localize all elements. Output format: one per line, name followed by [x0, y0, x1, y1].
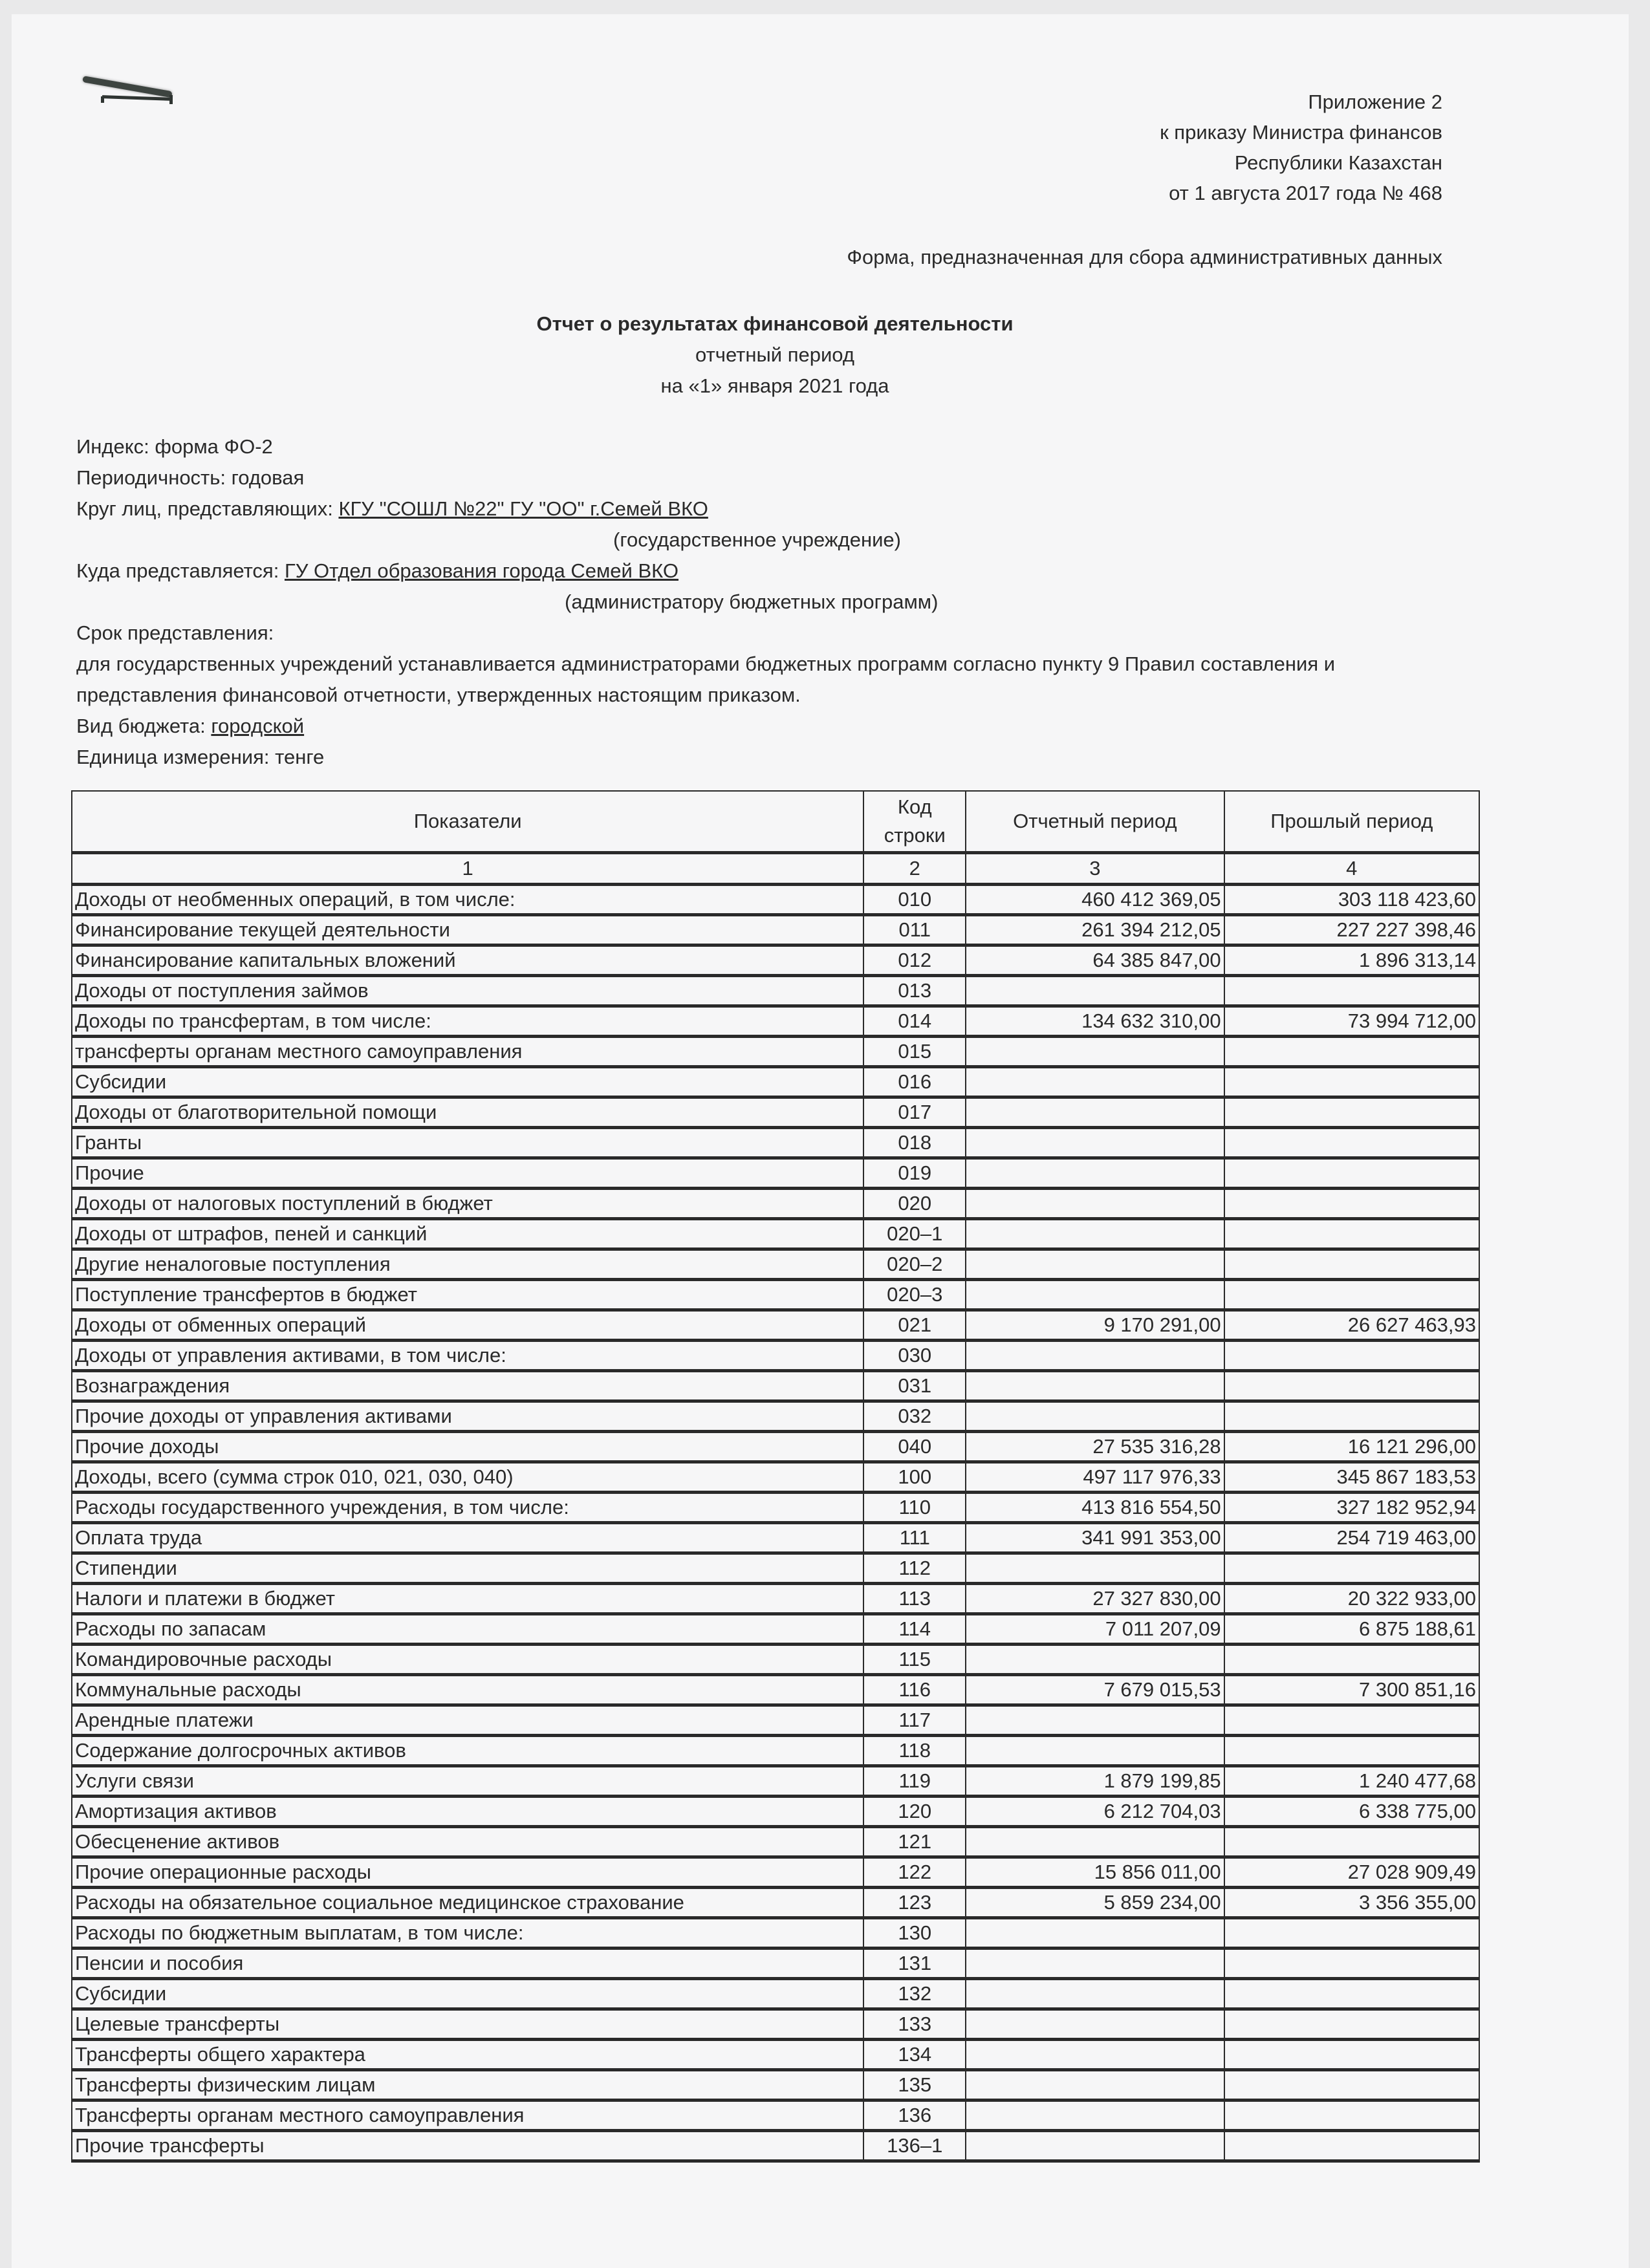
- table-row: [72, 1067, 1479, 1097]
- row-line-code: 010: [863, 885, 966, 915]
- table-row: [72, 1888, 1479, 1918]
- table-row: [72, 885, 1479, 915]
- row-current-value: 134 632 310,00: [966, 1006, 1224, 1037]
- row-indicator-name: Доходы от налоговых поступлений в бюджет: [72, 1189, 863, 1219]
- row-indicator-name: Расходы на обязательное социальное медицинское страхование: [72, 1888, 863, 1918]
- table-row: [72, 1705, 1479, 1736]
- row-current-value: [966, 1645, 1224, 1675]
- row-line-code: 011: [863, 915, 966, 945]
- row-previous-value: [1224, 1553, 1479, 1584]
- row-line-code: 019: [863, 1158, 966, 1189]
- form-purpose: Форма, предназначенная для сбора административных данных: [847, 246, 1442, 268]
- table-row: [72, 1249, 1479, 1280]
- header-indicators: Показатели: [72, 791, 863, 853]
- table-body: [72, 885, 1479, 2161]
- row-previous-value: [1224, 1158, 1479, 1189]
- row-previous-value: [1224, 2131, 1479, 2161]
- row-current-value: 261 394 212,05: [966, 915, 1224, 945]
- row-indicator-name: Прочие доходы: [72, 1432, 863, 1462]
- row-current-value: [966, 1280, 1224, 1310]
- row-indicator-name: Вознаграждения: [72, 1371, 863, 1401]
- row-previous-value: 227 227 398,46: [1224, 915, 1479, 945]
- recipient-value: ГУ Отдел образования города Семей ВКО: [284, 559, 678, 582]
- row-line-code: 018: [863, 1128, 966, 1158]
- header-previous-period: Прошлый период: [1224, 791, 1479, 853]
- row-indicator-name: трансферты органам местного самоуправления: [72, 1037, 863, 1067]
- row-line-code: 135: [863, 2070, 966, 2101]
- row-line-code: 021: [863, 1310, 966, 1341]
- row-previous-value: 6 338 775,00: [1224, 1797, 1479, 1827]
- row-current-value: [966, 1037, 1224, 1067]
- row-line-code: 040: [863, 1432, 966, 1462]
- deadline-label: Срок представления:: [76, 621, 274, 644]
- row-line-code: 111: [863, 1523, 966, 1553]
- row-previous-value: 1 896 313,14: [1224, 945, 1479, 976]
- submitters-value: КГУ "СОШЛ №22" ГУ "ОО" г.Семей ВКО: [338, 497, 708, 520]
- row-indicator-name: Доходы от управления активами, в том числе:: [72, 1341, 863, 1371]
- table-row: [72, 1614, 1479, 1645]
- row-indicator-name: Субсидии: [72, 1067, 863, 1097]
- row-indicator-name: Оплата труда: [72, 1523, 863, 1553]
- table-row: [72, 1462, 1479, 1493]
- row-previous-value: [1224, 2009, 1479, 2040]
- table-row: [72, 1736, 1479, 1766]
- appendix-line-1: Приложение 2: [1308, 91, 1442, 113]
- table-row: [72, 1797, 1479, 1827]
- column-number: 2: [863, 853, 966, 885]
- report-period-label: отчетный период: [695, 343, 854, 366]
- form-metadata: [76, 431, 1519, 773]
- row-line-code: 136–1: [863, 2131, 966, 2161]
- table-row: [72, 1553, 1479, 1584]
- row-previous-value: [1224, 1037, 1479, 1067]
- row-previous-value: [1224, 2101, 1479, 2131]
- table-row: [72, 2070, 1479, 2101]
- row-indicator-name: Налоги и платежи в бюджет: [72, 1584, 863, 1614]
- row-indicator-name: Поступление трансфертов в бюджет: [72, 1280, 863, 1310]
- row-line-code: 017: [863, 1097, 966, 1128]
- row-previous-value: 303 118 423,60: [1224, 885, 1479, 915]
- row-line-code: 113: [863, 1584, 966, 1614]
- unit-line: Единица измерения: тенге: [76, 746, 325, 768]
- row-line-code: 131: [863, 1949, 966, 1979]
- row-current-value: [966, 1401, 1224, 1432]
- row-indicator-name: Стипендии: [72, 1553, 863, 1584]
- table-row: [72, 1918, 1479, 1949]
- row-indicator-name: Финансирование текущей деятельности: [72, 915, 863, 945]
- row-current-value: 1 879 199,85: [966, 1766, 1224, 1797]
- table-row: [72, 1645, 1479, 1675]
- table-row: [72, 1158, 1479, 1189]
- row-previous-value: [1224, 1067, 1479, 1097]
- row-line-code: 112: [863, 1553, 966, 1584]
- table-row: [72, 976, 1479, 1006]
- table-row: [72, 1766, 1479, 1797]
- row-indicator-name: Трансферты физическим лицам: [72, 2070, 863, 2101]
- row-current-value: [966, 1219, 1224, 1249]
- row-current-value: [966, 1189, 1224, 1219]
- row-current-value: 64 385 847,00: [966, 945, 1224, 976]
- row-current-value: [966, 1705, 1224, 1736]
- table-row: [72, 2040, 1479, 2070]
- row-line-code: 133: [863, 2009, 966, 2040]
- row-previous-value: 27 028 909,49: [1224, 1857, 1479, 1888]
- index-line: Индекс: форма ФО-2: [76, 435, 273, 458]
- table-row: [72, 1979, 1479, 2009]
- row-current-value: 460 412 369,05: [966, 885, 1224, 915]
- row-line-code: 132: [863, 1979, 966, 2009]
- row-line-code: 118: [863, 1736, 966, 1766]
- row-previous-value: 26 627 463,93: [1224, 1310, 1479, 1341]
- row-line-code: 123: [863, 1888, 966, 1918]
- row-line-code: 020–1: [863, 1219, 966, 1249]
- row-indicator-name: Расходы по бюджетным выплатам, в том числе:: [72, 1918, 863, 1949]
- row-indicator-name: Трансферты общего характера: [72, 2040, 863, 2070]
- row-current-value: [966, 976, 1224, 1006]
- submitters-label: Круг лиц, представляющих:: [76, 497, 339, 520]
- row-line-code: 012: [863, 945, 966, 976]
- row-indicator-name: Доходы от штрафов, пеней и санкций: [72, 1219, 863, 1249]
- row-indicator-name: Командировочные расходы: [72, 1645, 863, 1675]
- row-previous-value: 1 240 477,68: [1224, 1766, 1479, 1797]
- table-row: [72, 1310, 1479, 1341]
- row-indicator-name: Доходы от необменных операций, в том числе:: [72, 885, 863, 915]
- row-previous-value: [1224, 1128, 1479, 1158]
- table-row: [72, 1493, 1479, 1523]
- row-previous-value: [1224, 1097, 1479, 1128]
- table-row: [72, 1341, 1479, 1371]
- row-previous-value: [1224, 1827, 1479, 1857]
- table-row: [72, 1037, 1479, 1067]
- table-row: [72, 1189, 1479, 1219]
- row-current-value: 7 679 015,53: [966, 1675, 1224, 1705]
- financial-results-table: [71, 790, 1480, 2163]
- row-previous-value: 327 182 952,94: [1224, 1493, 1479, 1523]
- row-indicator-name: Пенсии и пособия: [72, 1949, 863, 1979]
- row-line-code: 030: [863, 1341, 966, 1371]
- row-previous-value: [1224, 1645, 1479, 1675]
- row-line-code: 120: [863, 1797, 966, 1827]
- row-line-code: 013: [863, 976, 966, 1006]
- table-row: [72, 2009, 1479, 2040]
- staple-mark: [83, 76, 180, 108]
- row-line-code: 134: [863, 2040, 966, 2070]
- row-indicator-name: Расходы по запасам: [72, 1614, 863, 1645]
- row-previous-value: [1224, 1189, 1479, 1219]
- header-current-period: Отчетный период: [966, 791, 1224, 853]
- row-current-value: [966, 2040, 1224, 2070]
- row-indicator-name: Услуги связи: [72, 1766, 863, 1797]
- row-current-value: 15 856 011,00: [966, 1857, 1224, 1888]
- row-line-code: 100: [863, 1462, 966, 1493]
- row-line-code: 115: [863, 1645, 966, 1675]
- table-row: [72, 1675, 1479, 1705]
- row-previous-value: [1224, 1371, 1479, 1401]
- row-current-value: [966, 1736, 1224, 1766]
- row-indicator-name: Обесценение активов: [72, 1827, 863, 1857]
- row-current-value: [966, 2131, 1224, 2161]
- row-indicator-name: Доходы от благотворительной помощи: [72, 1097, 863, 1128]
- row-indicator-name: Другие неналоговые поступления: [72, 1249, 863, 1280]
- row-current-value: [966, 1371, 1224, 1401]
- row-current-value: [966, 1827, 1224, 1857]
- row-current-value: [966, 1067, 1224, 1097]
- row-previous-value: [1224, 1918, 1479, 1949]
- row-indicator-name: Трансферты органам местного самоуправления: [72, 2101, 863, 2131]
- table-row: [72, 1949, 1479, 1979]
- submitters-note: (государственное учреждение): [613, 528, 901, 551]
- table-row: [72, 2131, 1479, 2161]
- table-row: [72, 1097, 1479, 1128]
- row-current-value: [966, 1158, 1224, 1189]
- table-row: [72, 1523, 1479, 1553]
- row-current-value: 5 859 234,00: [966, 1888, 1224, 1918]
- row-line-code: 014: [863, 1006, 966, 1037]
- row-line-code: 031: [863, 1371, 966, 1401]
- table-row: [72, 1006, 1479, 1037]
- row-line-code: 114: [863, 1614, 966, 1645]
- column-number: 4: [1224, 853, 1479, 885]
- row-line-code: 020–2: [863, 1249, 966, 1280]
- row-current-value: 27 535 316,28: [966, 1432, 1224, 1462]
- row-current-value: [966, 2009, 1224, 2040]
- row-previous-value: [1224, 2070, 1479, 2101]
- submitters-line: [76, 493, 1519, 524]
- row-previous-value: 254 719 463,00: [1224, 1523, 1479, 1553]
- table-row: [72, 915, 1479, 945]
- row-previous-value: 20 322 933,00: [1224, 1584, 1479, 1614]
- row-previous-value: [1224, 1249, 1479, 1280]
- row-current-value: [966, 1949, 1224, 1979]
- row-indicator-name: Арендные платежи: [72, 1705, 863, 1736]
- row-current-value: [966, 1097, 1224, 1128]
- table-row: [72, 1432, 1479, 1462]
- deadline-text-2: представления финансовой отчетности, утвержденных настоящим приказом.: [76, 684, 801, 706]
- row-line-code: 110: [863, 1493, 966, 1523]
- table-row: [72, 1128, 1479, 1158]
- row-line-code: 121: [863, 1827, 966, 1857]
- row-line-code: 016: [863, 1067, 966, 1097]
- row-previous-value: 3 356 355,00: [1224, 1888, 1479, 1918]
- row-indicator-name: Субсидии: [72, 1979, 863, 2009]
- budget-line: [76, 711, 1519, 742]
- row-current-value: 341 991 353,00: [966, 1523, 1224, 1553]
- row-previous-value: [1224, 1736, 1479, 1766]
- document-page: [12, 14, 1629, 2268]
- deadline-text-1: для государственных учреждений устанавливается администраторами бюджетных программ согласно пункту 9 Правил составления и: [76, 653, 1336, 675]
- row-previous-value: 7 300 851,16: [1224, 1675, 1479, 1705]
- budget-label: Вид бюджета:: [76, 715, 212, 737]
- row-line-code: 117: [863, 1705, 966, 1736]
- row-line-code: 032: [863, 1401, 966, 1432]
- row-indicator-name: Финансирование капитальных вложений: [72, 945, 863, 976]
- row-current-value: 497 117 976,33: [966, 1462, 1224, 1493]
- row-line-code: 119: [863, 1766, 966, 1797]
- table-row: [72, 2101, 1479, 2131]
- table-row: [72, 1219, 1479, 1249]
- row-line-code: 020: [863, 1189, 966, 1219]
- row-current-value: 413 816 554,50: [966, 1493, 1224, 1523]
- row-previous-value: [1224, 1219, 1479, 1249]
- report-title: Отчет о результатах финансовой деятельности: [536, 312, 1014, 335]
- report-date: на «1» января 2021 года: [660, 374, 889, 397]
- row-indicator-name: Гранты: [72, 1128, 863, 1158]
- periodicity-line: Периодичность: годовая: [76, 466, 305, 489]
- row-indicator-name: Расходы государственного учреждения, в том числе:: [72, 1493, 863, 1523]
- row-indicator-name: Доходы от поступления займов: [72, 976, 863, 1006]
- row-previous-value: 73 994 712,00: [1224, 1006, 1479, 1037]
- row-current-value: 27 327 830,00: [966, 1584, 1224, 1614]
- row-previous-value: 16 121 296,00: [1224, 1432, 1479, 1462]
- row-indicator-name: Доходы по трансфертам, в том числе:: [72, 1006, 863, 1037]
- row-current-value: [966, 1918, 1224, 1949]
- row-previous-value: [1224, 1341, 1479, 1371]
- row-line-code: 116: [863, 1675, 966, 1705]
- row-current-value: 9 170 291,00: [966, 1310, 1224, 1341]
- table-row: [72, 1401, 1479, 1432]
- row-indicator-name: Амортизация активов: [72, 1797, 863, 1827]
- row-line-code: 136: [863, 2101, 966, 2131]
- row-indicator-name: Прочие операционные расходы: [72, 1857, 863, 1888]
- row-line-code: 020–3: [863, 1280, 966, 1310]
- row-current-value: [966, 1553, 1224, 1584]
- row-indicator-name: Прочие: [72, 1158, 863, 1189]
- budget-value: городской: [211, 715, 305, 737]
- column-number: 1: [72, 853, 863, 885]
- row-current-value: [966, 1128, 1224, 1158]
- table-row: [72, 1371, 1479, 1401]
- table-row: [72, 945, 1479, 976]
- column-number-row: [72, 853, 1479, 885]
- row-indicator-name: Содержание долгосрочных активов: [72, 1736, 863, 1766]
- table-row: [72, 1584, 1479, 1614]
- row-line-code: 015: [863, 1037, 966, 1067]
- row-indicator-name: Целевые трансферты: [72, 2009, 863, 2040]
- row-previous-value: [1224, 1401, 1479, 1432]
- row-current-value: [966, 1979, 1224, 2009]
- row-previous-value: [1224, 1979, 1479, 2009]
- recipient-line: [76, 556, 1519, 587]
- recipient-note: (администратору бюджетных программ): [565, 590, 939, 613]
- table-row: [72, 1827, 1479, 1857]
- recipient-label: Куда представляется:: [76, 559, 285, 582]
- row-indicator-name: Прочие доходы от управления активами: [72, 1401, 863, 1432]
- appendix-reference: [1160, 87, 1442, 208]
- row-line-code: 130: [863, 1918, 966, 1949]
- row-current-value: [966, 1249, 1224, 1280]
- row-indicator-name: Доходы, всего (сумма строк 010, 021, 030, 040): [72, 1462, 863, 1493]
- row-line-code: 122: [863, 1857, 966, 1888]
- row-previous-value: 345 867 183,53: [1224, 1462, 1479, 1493]
- title-block: [477, 308, 1072, 402]
- row-current-value: 6 212 704,03: [966, 1797, 1224, 1827]
- row-previous-value: [1224, 1280, 1479, 1310]
- row-previous-value: 6 875 188,61: [1224, 1614, 1479, 1645]
- table-row: [72, 1280, 1479, 1310]
- appendix-line-3: Республики Казахстан: [1234, 151, 1442, 174]
- row-previous-value: [1224, 1705, 1479, 1736]
- appendix-line-4: от 1 августа 2017 года № 468: [1169, 182, 1442, 204]
- row-previous-value: [1224, 976, 1479, 1006]
- row-current-value: 7 011 207,09: [966, 1614, 1224, 1645]
- row-current-value: [966, 2070, 1224, 2101]
- row-current-value: [966, 1341, 1224, 1371]
- header-line-code: Код строки: [863, 791, 966, 853]
- table-row: [72, 1857, 1479, 1888]
- row-indicator-name: Коммунальные расходы: [72, 1675, 863, 1705]
- appendix-line-2: к приказу Министра финансов: [1160, 121, 1442, 144]
- row-indicator-name: Прочие трансферты: [72, 2131, 863, 2161]
- row-current-value: [966, 2101, 1224, 2131]
- table-header-row: [72, 791, 1479, 853]
- row-indicator-name: Доходы от обменных операций: [72, 1310, 863, 1341]
- row-previous-value: [1224, 1949, 1479, 1979]
- row-previous-value: [1224, 2040, 1479, 2070]
- column-number: 3: [966, 853, 1224, 885]
